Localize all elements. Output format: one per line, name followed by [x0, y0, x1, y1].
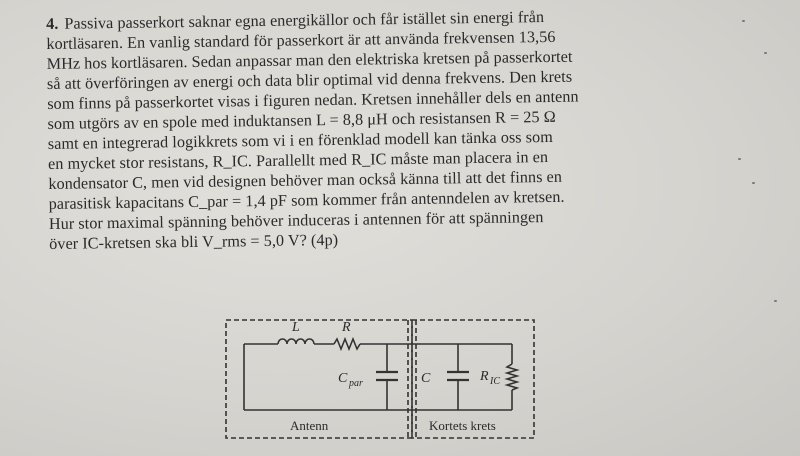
cpar-capacitor	[376, 344, 398, 410]
resistor-zigzag	[334, 339, 360, 349]
text-line-7: samt en integrerad logikkrets som vi i en förenklad modell kan tänka oss som	[47, 127, 553, 153]
c-capacitor	[447, 344, 469, 410]
antenna-label: Antenn	[290, 418, 329, 433]
inductor-coil	[278, 339, 314, 344]
problem-number: 4.	[46, 14, 59, 33]
text-line-12: över IC-kretsen ska bli V_rms = 5,0 V? (4p)	[49, 230, 339, 253]
paper-speck	[774, 300, 777, 302]
text-line-1: 4. Passiva passerkort saknar egna energikällor och får istället sin energi från	[46, 8, 545, 33]
text-line-10: parasitisk kapacitans C_par = 1,4 pF som kommer från antenndelen av kretsen.	[48, 187, 565, 213]
paper-speck	[742, 20, 745, 22]
text-line-6: som utgörs av en spole med induktansen L = 8,8 μH och resistansen R = 25 Ω	[47, 107, 556, 133]
paper-speck	[752, 182, 755, 184]
paper-speck	[764, 52, 767, 54]
card-circuit-label: Kortets krets	[429, 418, 496, 433]
paper-speck	[738, 158, 741, 160]
text-line-4: så att överföringen av energi och data blir optimal vid denna frekvens. Den krets	[46, 67, 573, 93]
inductor-label: L	[292, 320, 300, 335]
text-line-11: Hur stor maximal spänning behöver induceras i antennen för att spänningen	[48, 208, 544, 233]
ric-resistor-zigzag	[507, 364, 517, 390]
c-label: C	[421, 371, 431, 386]
resistor-label: R	[342, 320, 351, 335]
ric-label: R	[480, 369, 489, 384]
circuit-diagram	[222, 314, 542, 444]
text-line-8: en mycket stor resistans, R_IC. Parallellt med R_IC måste man placera in en	[47, 148, 549, 173]
circuit-wires	[244, 344, 512, 410]
text-line-3: MHz hos kortläsaren. Sedan anpassar man den elektriska kretsen på passerkortet	[46, 47, 573, 73]
cpar-label: C	[338, 371, 348, 386]
cpar-subscript: par	[349, 378, 363, 389]
text-line-9: kondensator C, men vid designen behöver man också känna till att det finns en	[48, 167, 563, 193]
text-line-2: kortläsaren. En vanlig standard för passerkort är att använda frekvensen 13,56	[46, 27, 556, 53]
problem-text	[46, 5, 706, 253]
ric-subscript: IC	[490, 376, 500, 387]
text-line-5: som finns på passerkortet visas i figuren nedan. Kretsen innehåller dels en antenn	[47, 87, 579, 113]
